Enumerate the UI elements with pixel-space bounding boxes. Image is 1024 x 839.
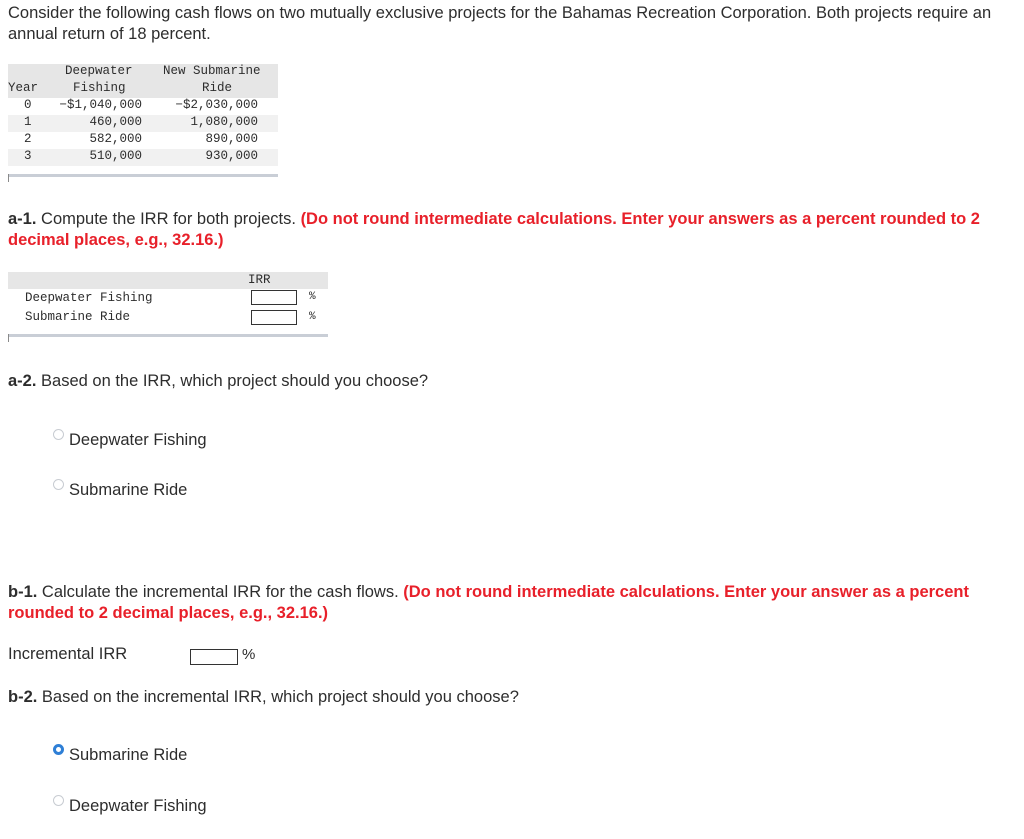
irr-table-bottom-rule xyxy=(8,334,328,337)
question-a1-label: a-1. xyxy=(8,210,37,228)
header-deepwater-line2: Fishing xyxy=(73,81,126,95)
question-b2-text: Based on the incremental IRR, which project should you choose? xyxy=(37,688,519,706)
irr-row-submarine-label: Submarine Ride xyxy=(25,310,131,324)
table-row xyxy=(8,115,278,132)
question-a2 xyxy=(8,371,1018,392)
question-a2-label: a-2. xyxy=(8,372,37,390)
incremental-irr-label: Incremental IRR xyxy=(8,645,128,663)
irr-deepwater-percent: % xyxy=(309,291,316,303)
cell-deepwater: 510,000 xyxy=(89,149,142,163)
cell-submarine: 930,000 xyxy=(205,149,258,163)
cell-submarine: −$2,030,000 xyxy=(175,98,258,112)
cell-year: 3 xyxy=(24,149,32,163)
option-a2-deepwater-label[interactable]: Deepwater Fishing xyxy=(69,431,207,449)
option-a2-submarine-label[interactable]: Submarine Ride xyxy=(69,481,188,499)
radio-a2-deepwater[interactable] xyxy=(53,429,64,440)
irr-table-header xyxy=(8,272,328,289)
irr-deepwater-input[interactable] xyxy=(251,290,297,305)
cell-year: 2 xyxy=(24,132,32,146)
option-b2-deepwater-label[interactable]: Deepwater Fishing xyxy=(69,797,207,815)
question-a1-instruction: (Do not round intermediate calculations. Enter your answers as a percent rounded to 2 decimal places, e.g., 32.16.) xyxy=(8,210,980,249)
question-a1 xyxy=(8,209,1018,251)
question-a2-text: Based on the IRR, which project should you choose? xyxy=(36,372,429,390)
incremental-irr-input[interactable] xyxy=(190,649,238,665)
header-submarine-line2: Ride xyxy=(202,81,233,95)
question-b2 xyxy=(8,687,1018,708)
question-b2-label: b-2. xyxy=(8,688,38,706)
irr-row-deepwater-label: Deepwater Fishing xyxy=(25,291,153,305)
cell-deepwater: 582,000 xyxy=(89,132,142,146)
question-b1-label: b-1. xyxy=(8,583,38,601)
question-b1-instruction: (Do not round intermediate calculations. Enter your answer as a percent rounded to 2 decimal places, e.g., 32.16.) xyxy=(8,583,969,622)
cell-deepwater: −$1,040,000 xyxy=(59,98,142,112)
question-a1-text: Compute the IRR for both projects. xyxy=(36,210,301,228)
cell-submarine: 1,080,000 xyxy=(190,115,258,129)
irr-table-corner-mark xyxy=(8,334,9,342)
cell-year: 0 xyxy=(24,98,32,112)
table-corner-mark xyxy=(8,174,9,182)
incremental-irr-percent: % xyxy=(242,646,256,663)
irr-submarine-percent: % xyxy=(309,311,316,323)
question-b1-text: Calculate the incremental IRR for the cash flows. xyxy=(37,583,404,601)
cell-submarine: 890,000 xyxy=(205,132,258,146)
option-b2-submarine-label[interactable]: Submarine Ride xyxy=(69,746,188,764)
header-submarine-line1: New Submarine xyxy=(163,64,261,78)
cell-deepwater: 460,000 xyxy=(89,115,142,129)
table-row xyxy=(8,149,278,166)
irr-table xyxy=(8,289,328,333)
radio-a2-submarine[interactable] xyxy=(53,479,64,490)
table-row xyxy=(8,132,278,149)
header-year: Year xyxy=(8,81,39,95)
question-b1 xyxy=(8,582,1018,624)
irr-submarine-input[interactable] xyxy=(251,310,297,325)
header-deepwater-line1: Deepwater xyxy=(65,64,133,78)
table-bottom-rule xyxy=(8,174,278,177)
radio-b2-deepwater[interactable] xyxy=(53,795,64,806)
irr-header-label: IRR xyxy=(248,273,271,287)
table-row xyxy=(8,98,278,115)
cell-year: 1 xyxy=(24,115,32,129)
problem-intro: Consider the following cash flows on two mutually exclusive projects for the Bahamas Recreation Corporation. Both projects require an annual return of 18 percent. xyxy=(8,4,992,43)
radio-b2-submarine[interactable] xyxy=(53,744,64,755)
cash-flow-table-header xyxy=(8,64,278,98)
